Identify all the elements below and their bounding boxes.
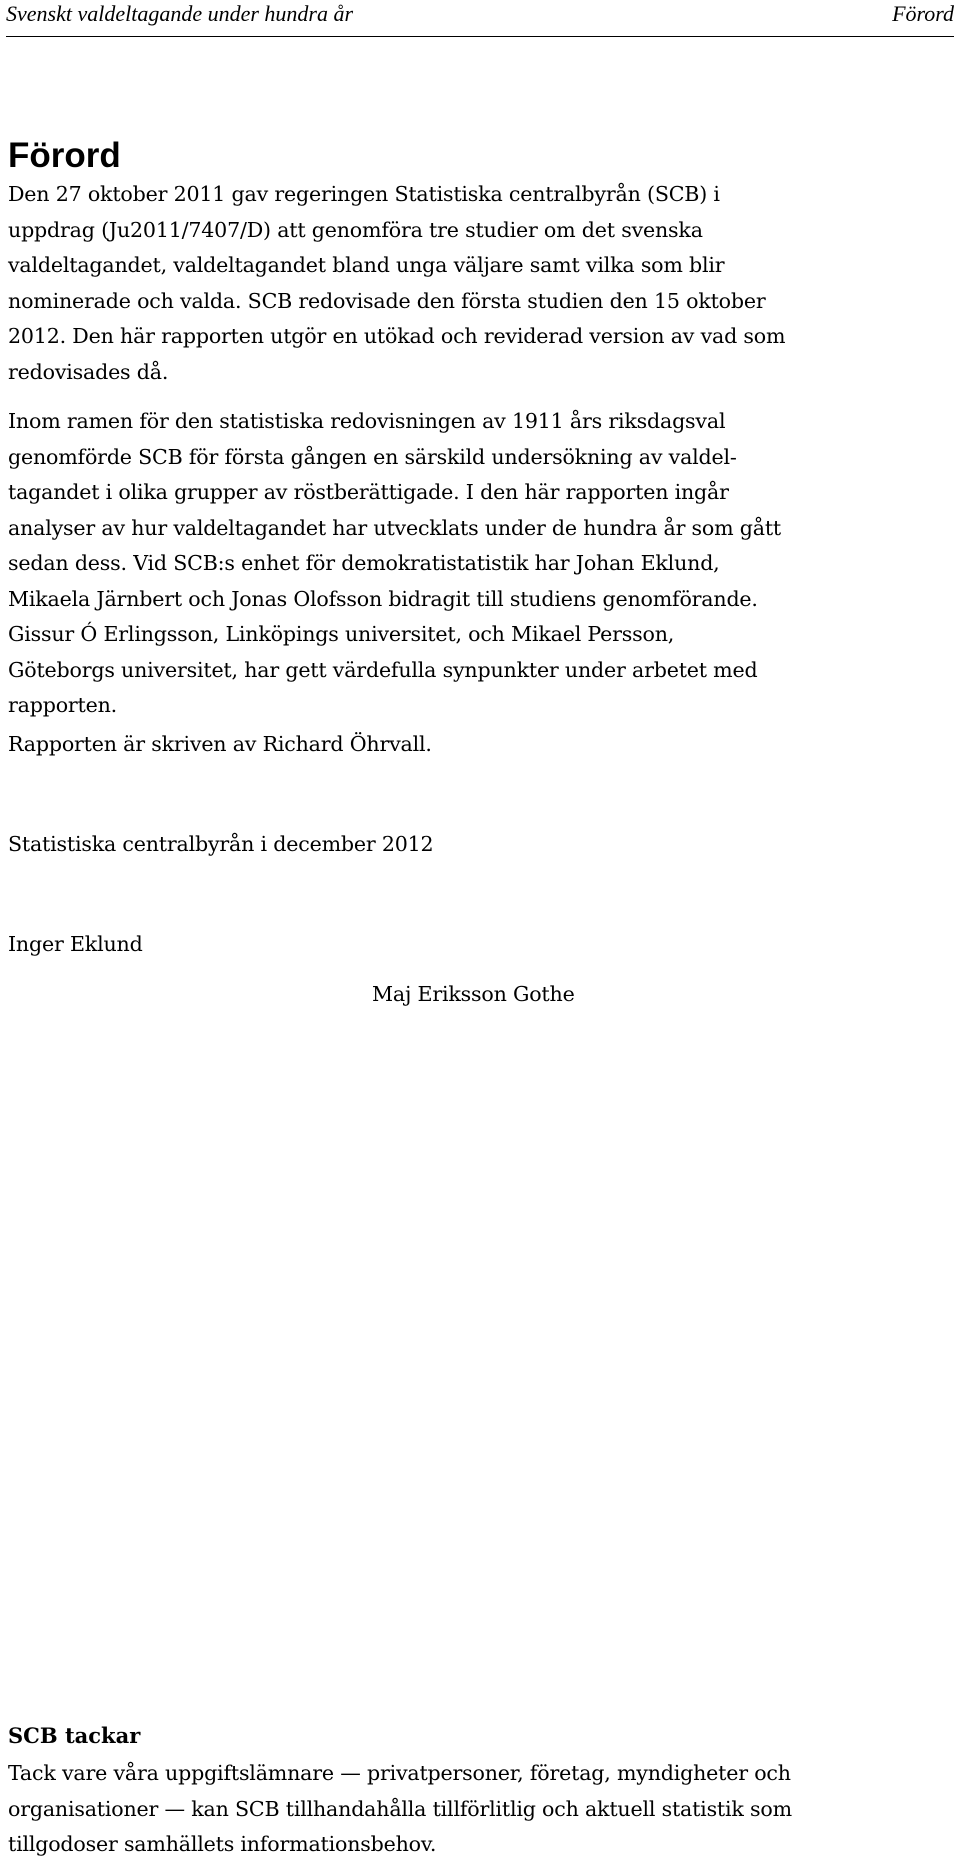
acknowledgements-title: SCB tackar [8, 1723, 141, 1748]
context-line: Göteborgs universitet, har gett värdefulla synpunkter under arbetet med [8, 657, 758, 682]
context-line: rapporten. [8, 693, 118, 717]
page-title: Förord [8, 136, 121, 175]
intro-line: valdeltagandet, valdeltagandet bland unga väljare samt vilka som blir [8, 253, 725, 277]
context-line: Gissur Ó Erlingsson, Linköpings universitet, och Mikael Persson, [8, 622, 675, 646]
intro-line: redovisades då. [8, 359, 169, 384]
acknowledgements-line: organisationer — kan SCB tillhandahålla tillförlitlig och aktuell statistik som [8, 1796, 792, 1821]
context-line: Inom ramen för den statistiska redovisningen av 1911 års riksdagsval [8, 409, 726, 433]
intro-line: 2012. Den här rapporten utgör en utökad och reviderad version av vad som [8, 324, 786, 348]
context-line: tagandet i olika grupper av röstberättigade. I den här rapporten ingår [8, 480, 729, 504]
author-statement: Rapporten är skriven av Richard Öhrvall. [8, 732, 432, 756]
intro-paragraph [8, 177, 956, 390]
intro-line: Den 27 oktober 2011 gav regeringen Statistiska centralbyrån (SCB) i [8, 182, 720, 206]
context-line: Mikaela Järnbert och Jonas Olofsson bidragit till studiens genomförande. [8, 586, 758, 611]
intro-line: nominerade och valda. SCB redovisade den första studien den 15 oktober [8, 288, 766, 313]
acknowledgements-line: Tack vare våra uppgiftslämnare — privatpersoner, företag, myndigheter och [8, 1761, 791, 1785]
signer-name-second: Maj Eriksson Gothe [372, 982, 575, 1006]
context-paragraph [8, 404, 956, 724]
intro-line: uppdrag (Ju2011/7407/D) att genomföra tre studier om det svenska [8, 217, 703, 242]
context-line: sedan dess. Vid SCB:s enhet för demokratistatistik har Johan Eklund, [8, 551, 720, 575]
acknowledgements-line: tillgodoser samhällets informationsbehov. [8, 1832, 437, 1856]
context-line: analyser av hur valdeltagandet har utvecklats under de hundra år som gått [8, 515, 782, 540]
running-header-title: Svenskt valdeltagande under hundra år [6, 1, 354, 26]
signer-name-first: Inger Eklund [8, 932, 143, 956]
running-header-section: Förord [892, 1, 954, 26]
context-line: genomförde SCB för första gången en särskild undersökning av valdel- [8, 444, 737, 469]
acknowledgements-paragraph [8, 1756, 956, 1863]
place-date-line: Statistiska centralbyrån i december 2012 [8, 832, 434, 856]
running-header [6, 2, 954, 37]
